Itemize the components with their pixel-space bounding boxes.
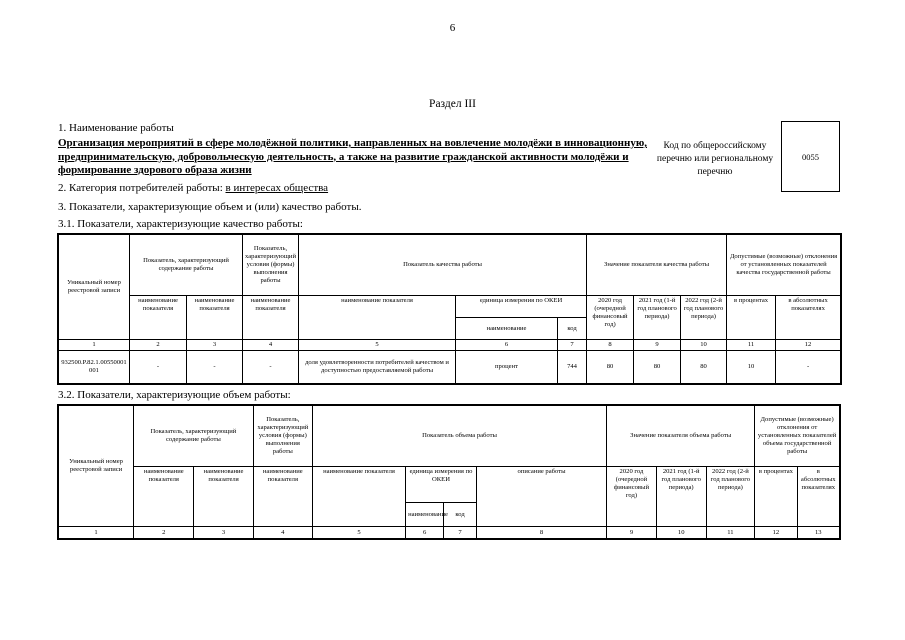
q-col-quality: Показатель качества работы [299, 235, 587, 296]
v-year-2022: 2022 год (2-й год планового периода) [706, 467, 755, 527]
q-sub-ind-name-q: наименование показателя [299, 296, 456, 340]
q-value-2022: 80 [681, 351, 727, 384]
v-col-deviation: Допустимые (возможные) отклонения от установленных показателей объема государственной работы [755, 406, 840, 467]
v-col-number: 7 [444, 527, 477, 539]
v-sub-unit-code: код [444, 503, 477, 527]
q-col-number: 9 [634, 340, 681, 351]
q-col-number: 4 [243, 340, 299, 351]
v-sub-ind-name-v: наименование показателя [312, 467, 405, 527]
consumer-category-label: 2. Категория потребителей работы: [58, 182, 223, 194]
v-col-number: 3 [194, 527, 253, 539]
q-registry-number: 932500.Р.82.1.00550001001 [59, 351, 130, 384]
q-dev-pct: в процентах [727, 296, 776, 340]
q-col-number: 10 [681, 340, 727, 351]
v-col-number: 9 [607, 527, 657, 539]
q-indicator-name: доля удовлетворенности потребителей качеством и доступностью предоставляемой работы [299, 351, 456, 384]
v-sub-ind-name-3: наименование показателя [253, 467, 312, 527]
q-col-number: 12 [776, 340, 841, 351]
q-col-conditions: Показатель, характеризующий условия (формы) выполнения работы [243, 235, 299, 296]
q-dev-abs: в абсолютных показателях [776, 296, 841, 340]
q-year-2022: 2022 год (2-й год планового периода) [681, 296, 727, 340]
code-label: Код по общероссийскому перечню или региональному перечню [656, 141, 774, 177]
v-col-values: Значение показателя объема работы [607, 406, 755, 467]
q-sub-unit-code: код [558, 318, 587, 340]
work-name: Организация мероприятий в сфере молодёжной политики, направленных на вовлечение молодёжи в инновационную, предпринимательскую, добровольческую деятельность, а также на развитие гражданской активности молодёжи и формирование здорового образа жизни [58, 137, 648, 176]
volume-table [58, 405, 840, 539]
code-box [781, 121, 840, 192]
v-sub-description: описание работы [476, 467, 606, 527]
v-col-number: 10 [656, 527, 706, 539]
q-condition: - [243, 351, 299, 384]
v-sub-ind-name-1: наименование показателя [134, 467, 194, 527]
v-year-2020: 2020 год (очередной финансовый год) [607, 467, 657, 527]
q-col-values: Значение показателя качества работы [587, 235, 727, 296]
v-col-number: 11 [706, 527, 755, 539]
q-col-content: Показатель, характеризующий содержание работы [130, 235, 243, 296]
indicators-heading: 3. Показатели, характеризующие объем и (или) качество работы. [58, 201, 362, 213]
q-col-number: 2 [130, 340, 187, 351]
q-value-2021: 80 [634, 351, 681, 384]
v-dev-pct: в процентах [755, 467, 797, 527]
v-sub-ind-name-2: наименование показателя [194, 467, 253, 527]
work-name-label: 1. Наименование работы [58, 122, 174, 134]
v-col-number: 4 [253, 527, 312, 539]
q-year-2021: 2021 год (1-й год планового периода) [634, 296, 681, 340]
volume-heading: 3.2. Показатели, характеризующие объем работы: [58, 389, 291, 401]
q-value-2020: 80 [587, 351, 634, 384]
q-col-number: 1 [59, 340, 130, 351]
q-deviation-abs: - [776, 351, 841, 384]
v-year-2021: 2021 год (1-й год планового периода) [656, 467, 706, 527]
v-sub-unit: единица измерения по ОКЕИ [406, 467, 477, 503]
q-unit-name: процент [456, 351, 558, 384]
q-sub-ind-name-2: наименование показателя [187, 296, 243, 340]
q-col-number: 3 [187, 340, 243, 351]
q-content-1: - [130, 351, 187, 384]
section-title: Раздел III [429, 98, 476, 110]
q-sub-ind-name-1: наименование показателя [130, 296, 187, 340]
v-dev-abs: в абсолютных показателях [797, 467, 839, 527]
q-col-deviation: Допустимые (возможные) отклонения от установленных показателей качества государственной работы [727, 235, 841, 296]
v-col-content: Показатель, характеризующий содержание работы [134, 406, 254, 467]
v-col-number: 2 [134, 527, 194, 539]
v-col-number: 13 [797, 527, 839, 539]
v-sub-unit-name: наименование [406, 503, 444, 527]
q-content-2: - [187, 351, 243, 384]
v-col-number: 12 [755, 527, 797, 539]
q-sub-unit-name: наименование [456, 318, 558, 340]
q-col-number: 7 [558, 340, 587, 351]
q-deviation-pct: 10 [727, 351, 776, 384]
v-col-number: 8 [476, 527, 606, 539]
q-sub-ind-name-3: наименование показателя [243, 296, 299, 340]
v-col-conditions: Показатель, характеризующий условия (формы) выполнения работы [253, 406, 312, 467]
q-col-number: 11 [727, 340, 776, 351]
v-col-number: 5 [312, 527, 405, 539]
q-col-number: 5 [299, 340, 456, 351]
consumer-category-value: в интересах общества [225, 182, 329, 194]
q-unit-code: 744 [558, 351, 587, 384]
q-col-registry: Уникальный номер реестровой записи [59, 235, 130, 340]
q-col-number: 8 [587, 340, 634, 351]
q-col-number: 6 [456, 340, 558, 351]
quality-heading: 3.1. Показатели, характеризующие качество работы: [58, 218, 303, 230]
consumer-category [58, 182, 328, 194]
q-number-row [59, 340, 841, 351]
v-col-number: 6 [406, 527, 444, 539]
q-year-2020: 2020 год (очередной финансовый год) [587, 296, 634, 340]
quality-table [58, 234, 841, 384]
v-number-row [59, 527, 840, 539]
code-value: 0055 [802, 151, 819, 162]
v-col-volume: Показатель объема работы [312, 406, 606, 467]
q-data-row [59, 351, 841, 384]
v-col-registry: Уникальный номер реестровой записи [59, 406, 134, 527]
q-sub-unit: единица измерения по ОКЕИ [456, 296, 587, 318]
page-number: 6 [449, 22, 456, 34]
v-col-number: 1 [59, 527, 134, 539]
